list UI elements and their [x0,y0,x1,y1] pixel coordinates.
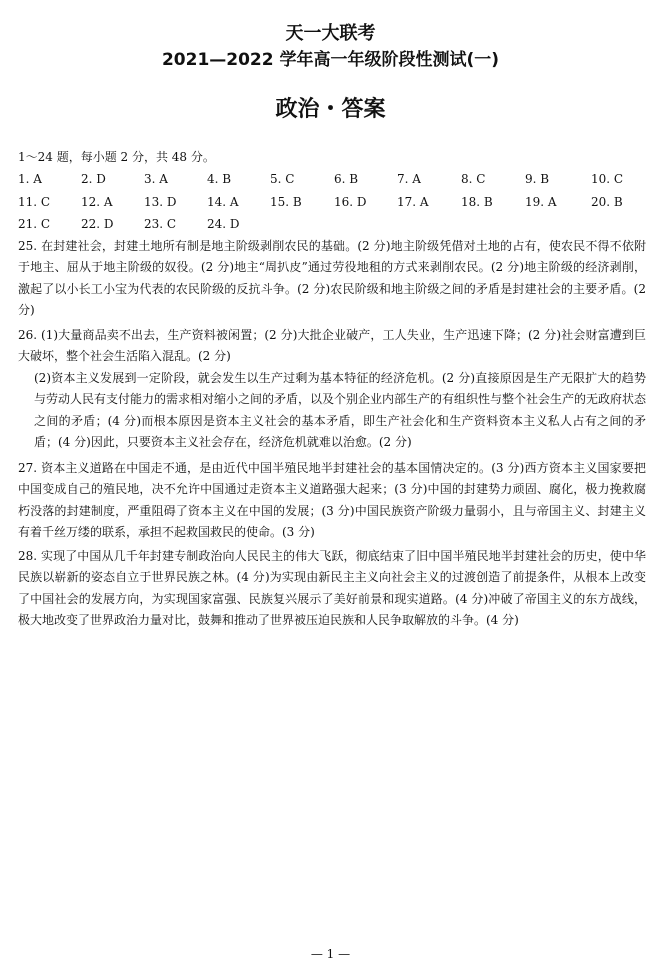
answer-item: 6. B [334,172,359,186]
question-28-text: 28. 实现了中国从几千年封建专制政治向人民民主的伟大飞跃，彻底结束了旧中国半殖民地半封建社会的历史，使中华民族以崭新的姿态自立于世界民族之林。(4 分)为实现由新民主主义向社会主义的过渡创造了前提条件，从根本上改变了中国社会的发展方向，为实现国家富强、民族复兴展示了美好前景和现实道路。(4 分)冲破了帝国主义的东方战线，极大地改变了世界政治力量对比，鼓舞和推动了世界被压迫民族和人民争取解放的斗争。(4 分) [18,549,646,628]
answer-item: 11. C [18,194,51,209]
answer-item: 1. A [18,172,42,186]
answer-item: 20. B [591,194,623,209]
answer-item: 17. A [397,194,429,209]
answer-item: 9. B [525,172,550,186]
question-27-text: 27. 资本主义道路在中国走不通，是由近代中国半殖民地半封建社会的基本国情决定的。(3 分)西方资本主义国家要把中国变成自己的殖民地，决不允许中国通过走资本主义道路强大起来；(3 分)中国的封建势力顽固、腐化，极力挽救腐朽没落的封建制度，严重阻碍了资本主义在中国的发展；(3 分)中国民族资产阶级力量弱小，且与帝国主义、封建主义有着千丝万缕的联系，承担不起救国救民的使命。(3 分) [18,461,646,540]
answer-item: 19. A [525,194,557,209]
answer-item: 5. C [270,172,295,186]
multiple-choice-intro: 1～24 题，每小题 2 分，共 48 分。 [18,150,215,164]
answer-row [18,215,648,238]
question-26-answer [18,325,646,453]
question-28-answer [18,546,646,632]
answer-item: 15. B [270,194,302,209]
answer-item: 2. D [81,172,106,186]
answer-item: 21. C [18,217,51,231]
answer-row [18,193,648,216]
answer-row [18,170,648,193]
answer-item: 7. A [397,172,421,186]
answer-item: 10. C [591,172,624,186]
exam-year-title: 2021—2022 学年高一年级阶段性测试(一) [161,50,500,70]
question-27-answer [18,458,646,544]
answer-item: 23. C [144,217,177,231]
exam-org-title: 天一大联考 [285,23,376,44]
answer-item: 8. C [461,172,486,186]
answer-item: 13. D [144,194,177,209]
answer-item: 3. A [144,172,168,186]
question-26-part-1: 26. (1)大量商品卖不出去，生产资料被闲置；(2 分)大批企业破产，工人失业，生产迅速下降；(2 分)社会财富遭到巨大破坏，整个社会生活陷入混乱。(2 分) [18,328,646,364]
answer-item: 24. D [207,217,240,231]
page-number: — 1 — [310,947,351,961]
answer-key-grid [18,170,648,238]
answer-item: 18. B [461,194,493,209]
answer-item: 16. D [334,194,367,209]
subject-answer-title: 政治・答案 [275,97,386,122]
answer-item: 14. A [207,194,239,209]
question-25-text: 25. 在封建社会，封建土地所有制是地主阶级剥削农民的基础。(2 分)地主阶级凭借对土地的占有，使农民不得不依附于地主、屈从于地主阶级的奴役。(2 分)地主“周扒皮”通过劳役地租的方式来剥削农民。(2 分)地主阶级的经济剥削，激起了以小长工小宝为代表的农民阶级的反抗斗争。(2 分)农民阶级和地主阶级之间的矛盾是封建社会的主要矛盾。(2 分) [18,239,646,318]
answer-item: 4. B [207,172,232,186]
answer-item: 12. A [81,194,113,209]
question-26-part-2: (2)资本主义发展到一定阶段，就会发生以生产过剩为基本特征的经济危机。(2 分)直接原因是生产无限扩大的趋势与劳动人民有支付能力的需求相对缩小之间的矛盾，以及个别企业内部生产的有组织性与整个社会生产的无政府状态之间的矛盾；(4 分)而根本原因是资本主义社会的基本矛盾，即生产社会化和生产资料资本主义私人占有之间的矛盾；(4 分)因此，只要资本主义社会存在，经济危机就难以治愈。(2 分) [34,370,647,450]
answer-item: 22. D [81,217,114,231]
question-25-answer [18,236,646,322]
